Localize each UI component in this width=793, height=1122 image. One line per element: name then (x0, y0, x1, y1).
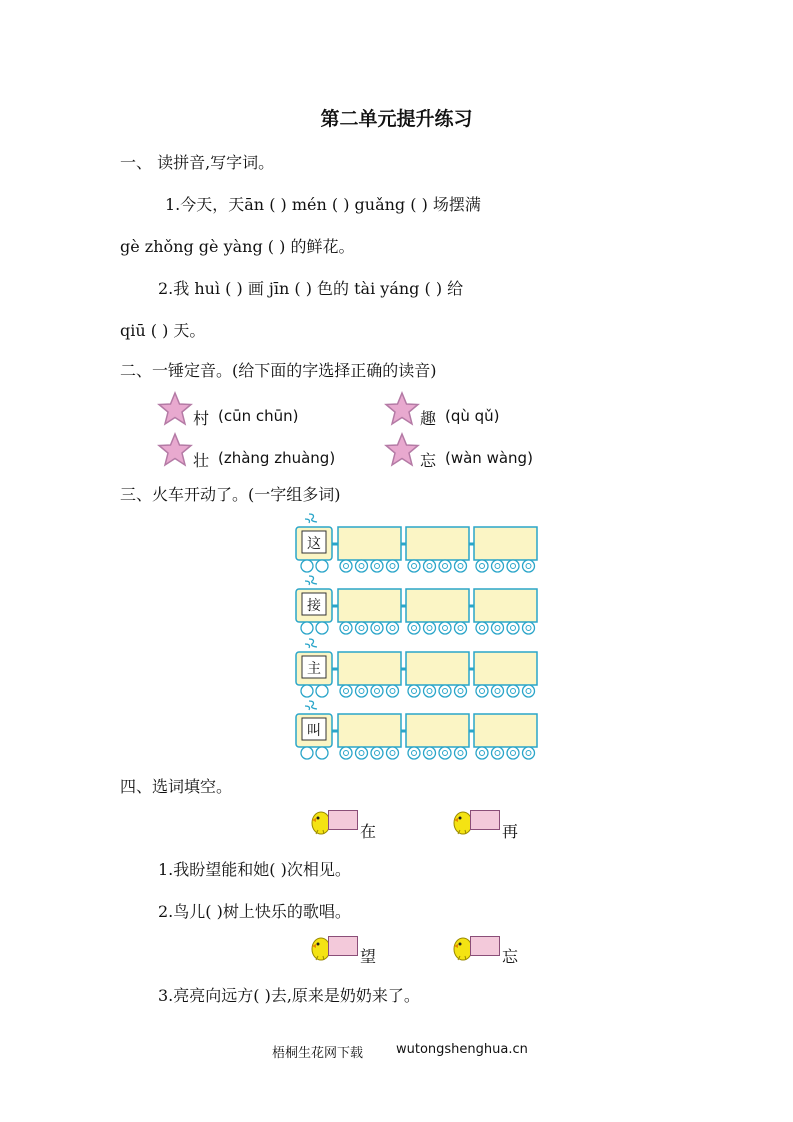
section3-heading: 三、火车开动了。(一字组多词) (120, 485, 341, 504)
train-engine-char: 这 (307, 536, 321, 552)
pinyin-item-char: 壮 (193, 451, 210, 470)
train (295, 512, 540, 580)
train (295, 574, 540, 642)
pinyin-item-char: 村 (193, 409, 210, 428)
pinyin-item-char: 趣 (420, 409, 437, 428)
answer-option-box (470, 810, 500, 830)
option-word: 忘 (502, 947, 519, 966)
section1-line2: gè zhǒng gè yàng ( ) 的鲜花。 (120, 237, 355, 256)
section1-line1: 1.今天，天ān ( ) mén ( ) guǎng ( ) 场摆满 (165, 195, 481, 214)
answer-option-box (328, 936, 358, 956)
footer-source: 梧桐生花网下载 (272, 1046, 364, 1061)
page-title: 第二单元提升练习 (320, 108, 473, 130)
answer-option-box (328, 810, 358, 830)
section1-line4: qiū ( ) 天。 (120, 321, 206, 340)
pinyin-item-options: (cūn chūn) (218, 407, 299, 425)
answer-option-box (470, 936, 500, 956)
star-icon (384, 391, 420, 427)
star-icon (384, 432, 420, 468)
pinyin-item-options: (wàn wàng) (445, 449, 533, 467)
section1-line3: 2.我 huì ( ) 画 jīn ( ) 色的 tài yáng ( ) 给 (158, 279, 464, 298)
train (295, 699, 540, 767)
train (295, 637, 540, 705)
star-icon (157, 391, 193, 427)
question-3: 3.亮亮向远方( )去,原来是奶奶来了。 (158, 986, 420, 1005)
pinyin-item-char: 忘 (420, 451, 437, 470)
star-icon (157, 432, 193, 468)
section2-heading: 二、一锤定音。(给下面的字选择正确的读音) (120, 361, 437, 380)
pinyin-item-options: (qù qǔ) (445, 407, 500, 425)
section1-heading: 一、 读拼音,写字词。 (120, 153, 275, 172)
option-word: 再 (502, 822, 519, 841)
section4-heading: 四、选词填空。 (120, 777, 233, 796)
question-2: 2.鸟儿( )树上快乐的歌唱。 (158, 902, 351, 921)
train-engine-char: 叫 (307, 723, 321, 739)
option-word: 望 (360, 947, 377, 966)
pinyin-item-options: (zhàng zhuàng) (218, 449, 336, 467)
question-1: 1.我盼望能和她( )次相见。 (158, 860, 351, 879)
option-word: 在 (360, 822, 377, 841)
train-engine-char: 主 (307, 661, 321, 677)
footer-url: wutongshenghua.cn (396, 1042, 528, 1057)
train-engine-char: 接 (307, 598, 321, 614)
